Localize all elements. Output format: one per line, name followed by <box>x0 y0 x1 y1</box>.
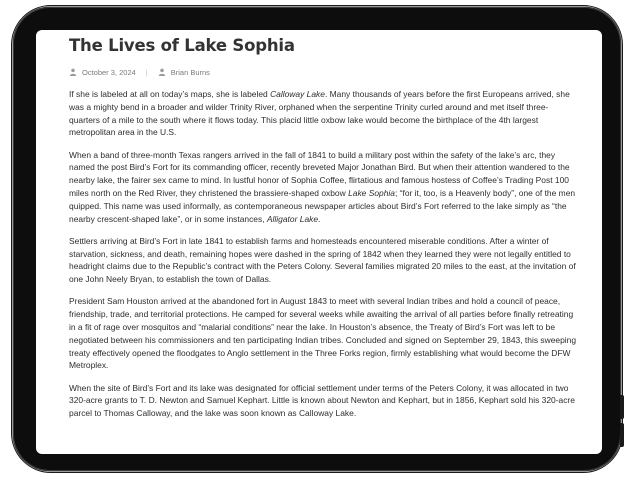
author-meta <box>158 68 210 77</box>
paragraph-text: If she is labeled at all on today’s maps, she is labeled <box>69 89 271 99</box>
article-meta <box>69 65 579 79</box>
article-paragraph <box>69 382 579 420</box>
italic-text: Alligator Lake <box>266 213 319 224</box>
volume-down-button[interactable] <box>620 423 624 447</box>
user-icon <box>69 68 77 76</box>
article-body <box>69 88 579 420</box>
user-icon <box>158 68 166 76</box>
article-paragraph <box>69 88 579 139</box>
paragraph-text: . <box>318 213 321 224</box>
date-meta <box>69 68 136 77</box>
paragraph-text: ; “for it, too, is a Heavenly body”, one of the men quipped. This name was used informally, as contemporaneous newspaper articles about Bird’s Fort referred to the lake simply as “the nearby crescent-shaped lake”, or in some instances, <box>69 187 576 224</box>
paragraph-text: President Sam Houston arrived at the abandoned fort in August 1843 to meet with several Indian tribes and hold a council of peace, friendship, trade, and territorial protections. He camped for several weeks while awaiting the arrival of all parties before finally retreating in a fit of rage over mosquitos and “malarial conditions” near the lake. In Houston’s absence, the Treaty of Bird’s Fort was left to be negotiated between his commissioners and ten participating Indian tribes. Concluded and signed on September 29, 1843, this sweeping treaty effectively opened the floodgates to Anglo settlement in the Three Forks region, firmly establishing what would become the DFW Metroplex. <box>69 296 577 371</box>
paragraph-text: Settlers arriving at Bird’s Fort in late 1841 to establish farms and homesteads encountered miserable conditions. After a winter of starvation, sickness, and death, remaining hopes were dashed in the spring of 1842 when they learned they were not legally entitled to headright claims due to the Republic’s contract with the Peters Colony. Several families migrated 20 miles to the east, at the invitation of one John Neely Bryan, to establish the town of Dallas. <box>69 235 576 285</box>
volume-up-button[interactable] <box>620 395 624 419</box>
article-paragraph <box>69 295 579 372</box>
paragraph-text: When a band of three-month Texas rangers arrived in the fall of 1841 to build a military post within the safety of the lake’s arc, they named the post Bird’s Fort for its commanding officer, recently breveted Major Jonathan Bird. But when their attention wandered to the nearby lake, the fairer sex came to mind. In lustful honor of Sophia Coffee, flirtatious and famous hostess of Coffee’s Trading Post 100 miles north on the Red River, they christened the brassiere-shaped oxbow <box>69 149 570 198</box>
article-paragraph <box>69 149 579 226</box>
article <box>69 34 579 429</box>
italic-text: Calloway Lake <box>270 89 325 99</box>
article-title: The Lives of Lake Sophia <box>69 36 295 55</box>
italic-text: Lake Sophia <box>348 187 395 198</box>
article-paragraph <box>69 235 579 286</box>
paragraph-text: When the site of Bird’s Fort and its lake was designated for official settlement under terms of the Peters Colony, it was allocated in two 320-acre grants to T. D. Newton and Samuel Kephart. Little is known about Newton and Kephart, but in 1856, Kephart sold his 320-acre parcel to Thomas Calloway, and the lake was soon known as Calloway Lake. <box>69 382 575 419</box>
tablet-screen <box>36 30 602 454</box>
meta-separator: | <box>145 67 148 77</box>
post-author[interactable]: Brian Burns <box>170 67 210 77</box>
paragraph-text: . Many thousands of years before the first Europeans arrived, she was a mighty bend in a broader and wilder Trinity River, orphaned when the serpentine Trinity curled around and met itself three-quarters of a mile to the south where it flows today. This placid little oxbow lake would become the birthplace of the 4th largest metropolitan area in the U.S. <box>69 89 570 138</box>
post-date[interactable]: October 3, 2024 <box>82 67 136 77</box>
